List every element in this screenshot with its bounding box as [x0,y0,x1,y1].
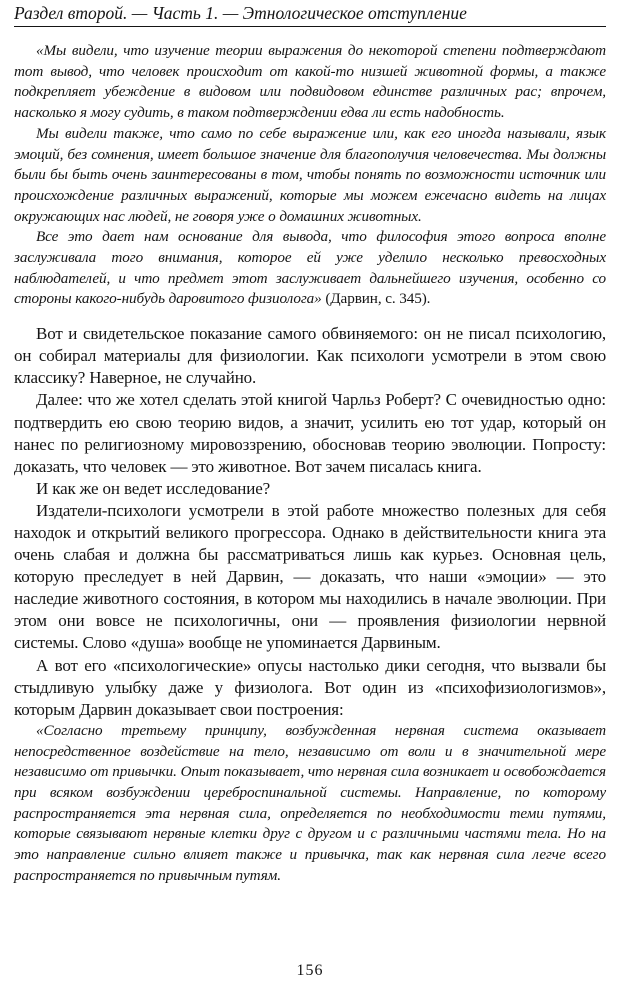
page-body [14,41,606,886]
quote-citation: (Дарвин, с. 345). [321,290,431,308]
quote-paragraph-2: Мы видели также, что само по себе выражение или, как его иногда называли, язык эмоций, без сомнения, имеет большое значение для благополучия человечества. Мы должны были бы быть очень заинтересованы в том, чтобы понять по возможности источник или происхождение различных выражений, которые мы можем ежечасно видеть на лицах окружающих нас людей, не говоря уже о домашних животных. [14,124,606,225]
body-paragraph-2: Далее: что же хотел сделать этой книгой Чарльз Роберт? С очевидностью одно: подтвердить ею свою теорию видов, а значит, усилить ею тот удар, который он нанес по религиозному мировоззрению, обосновав теорию эволюции. Попросту: доказать, что человек — это животное. Вот зачем писалась книга. [14,390,606,476]
quote-paragraph-3 [14,227,606,310]
running-header: Раздел второй. — Часть 1. — Этнологическое отступление [14,3,467,23]
page-number: 156 [296,962,324,979]
body-paragraph-3: И как же он ведет исследование? [36,478,270,498]
quote-paragraph-3-text: Все это дает нам основание для вывода, что философия этого вопроса вполне заслуживала того внимания, которое ей уже уделило несколько превосходных наблюдателей, и что предмет этот заслуживает дальнейшего изучения, особенно со стороны какого-нибудь даровитого физиолога» [14,228,606,308]
header-rule [14,26,606,27]
body-paragraph-1: Вот и свидетельское показание самого обвиняемого: он не писал психологию, он собирал материалы для физиологии. Как психологи усмотрели в этом свою классику? Наверное, не случайно. [14,324,606,388]
closing-quote-paragraph: «Согласно третьему принципу, возбужденная нервная система оказывает непосредственное воздействие на тело, независимо от воли и в значительной мере независимо от привычки. Опыт показывает, что нервная сила возникает и освобождается при всяком возбуждении цереброспинальной системы. Направление, по которому распространяется эта нервная сила, определяется по необходимости теми путями, которые связывают нервные клетки друг с другом и с различными частями тела. Но на это направление сильно влияет также и привычка, так как нервная сила легче всего распространяется по привычным путям. [14,721,606,884]
body-paragraph-4: Издатели-психологи усмотрели в этой работе множество полезных для себя находок и открытий великого прогрессора. Однако в действительности книга эта очень слабая и должна бы рассматриваться лишь как курьез. Основная цель, которую преследует в ней Дарвин, — доказать, что наши «эмоции» — это наследие животного состояния, в котором мы находились в начале эволюции. При этом они вовсе не психологичны, они — проявления физиологии нервной системы. Слово «душа» вообще не упоминается Дарвиным. [14,500,606,653]
body-paragraph-5: А вот его «психологические» опусы настолько дики сегодня, что вызвали бы стыдливую улыбку даже у физиолога. Вот один из «психофизиологизмов», которым Дарвин доказывает свои построения: [14,655,606,719]
quote-paragraph-1: «Мы видели, что изучение теории выражения до некоторой степени подтверждают тот вывод, что человек происходит от какой-то низшей животной формы, а также подкрепляет убеждение в видовом или подвидовом единстве различных рас; впрочем, насколько я могу судить, в таком подтверждении едва ли есть надобность. [14,42,606,122]
section-spacer [14,310,606,323]
